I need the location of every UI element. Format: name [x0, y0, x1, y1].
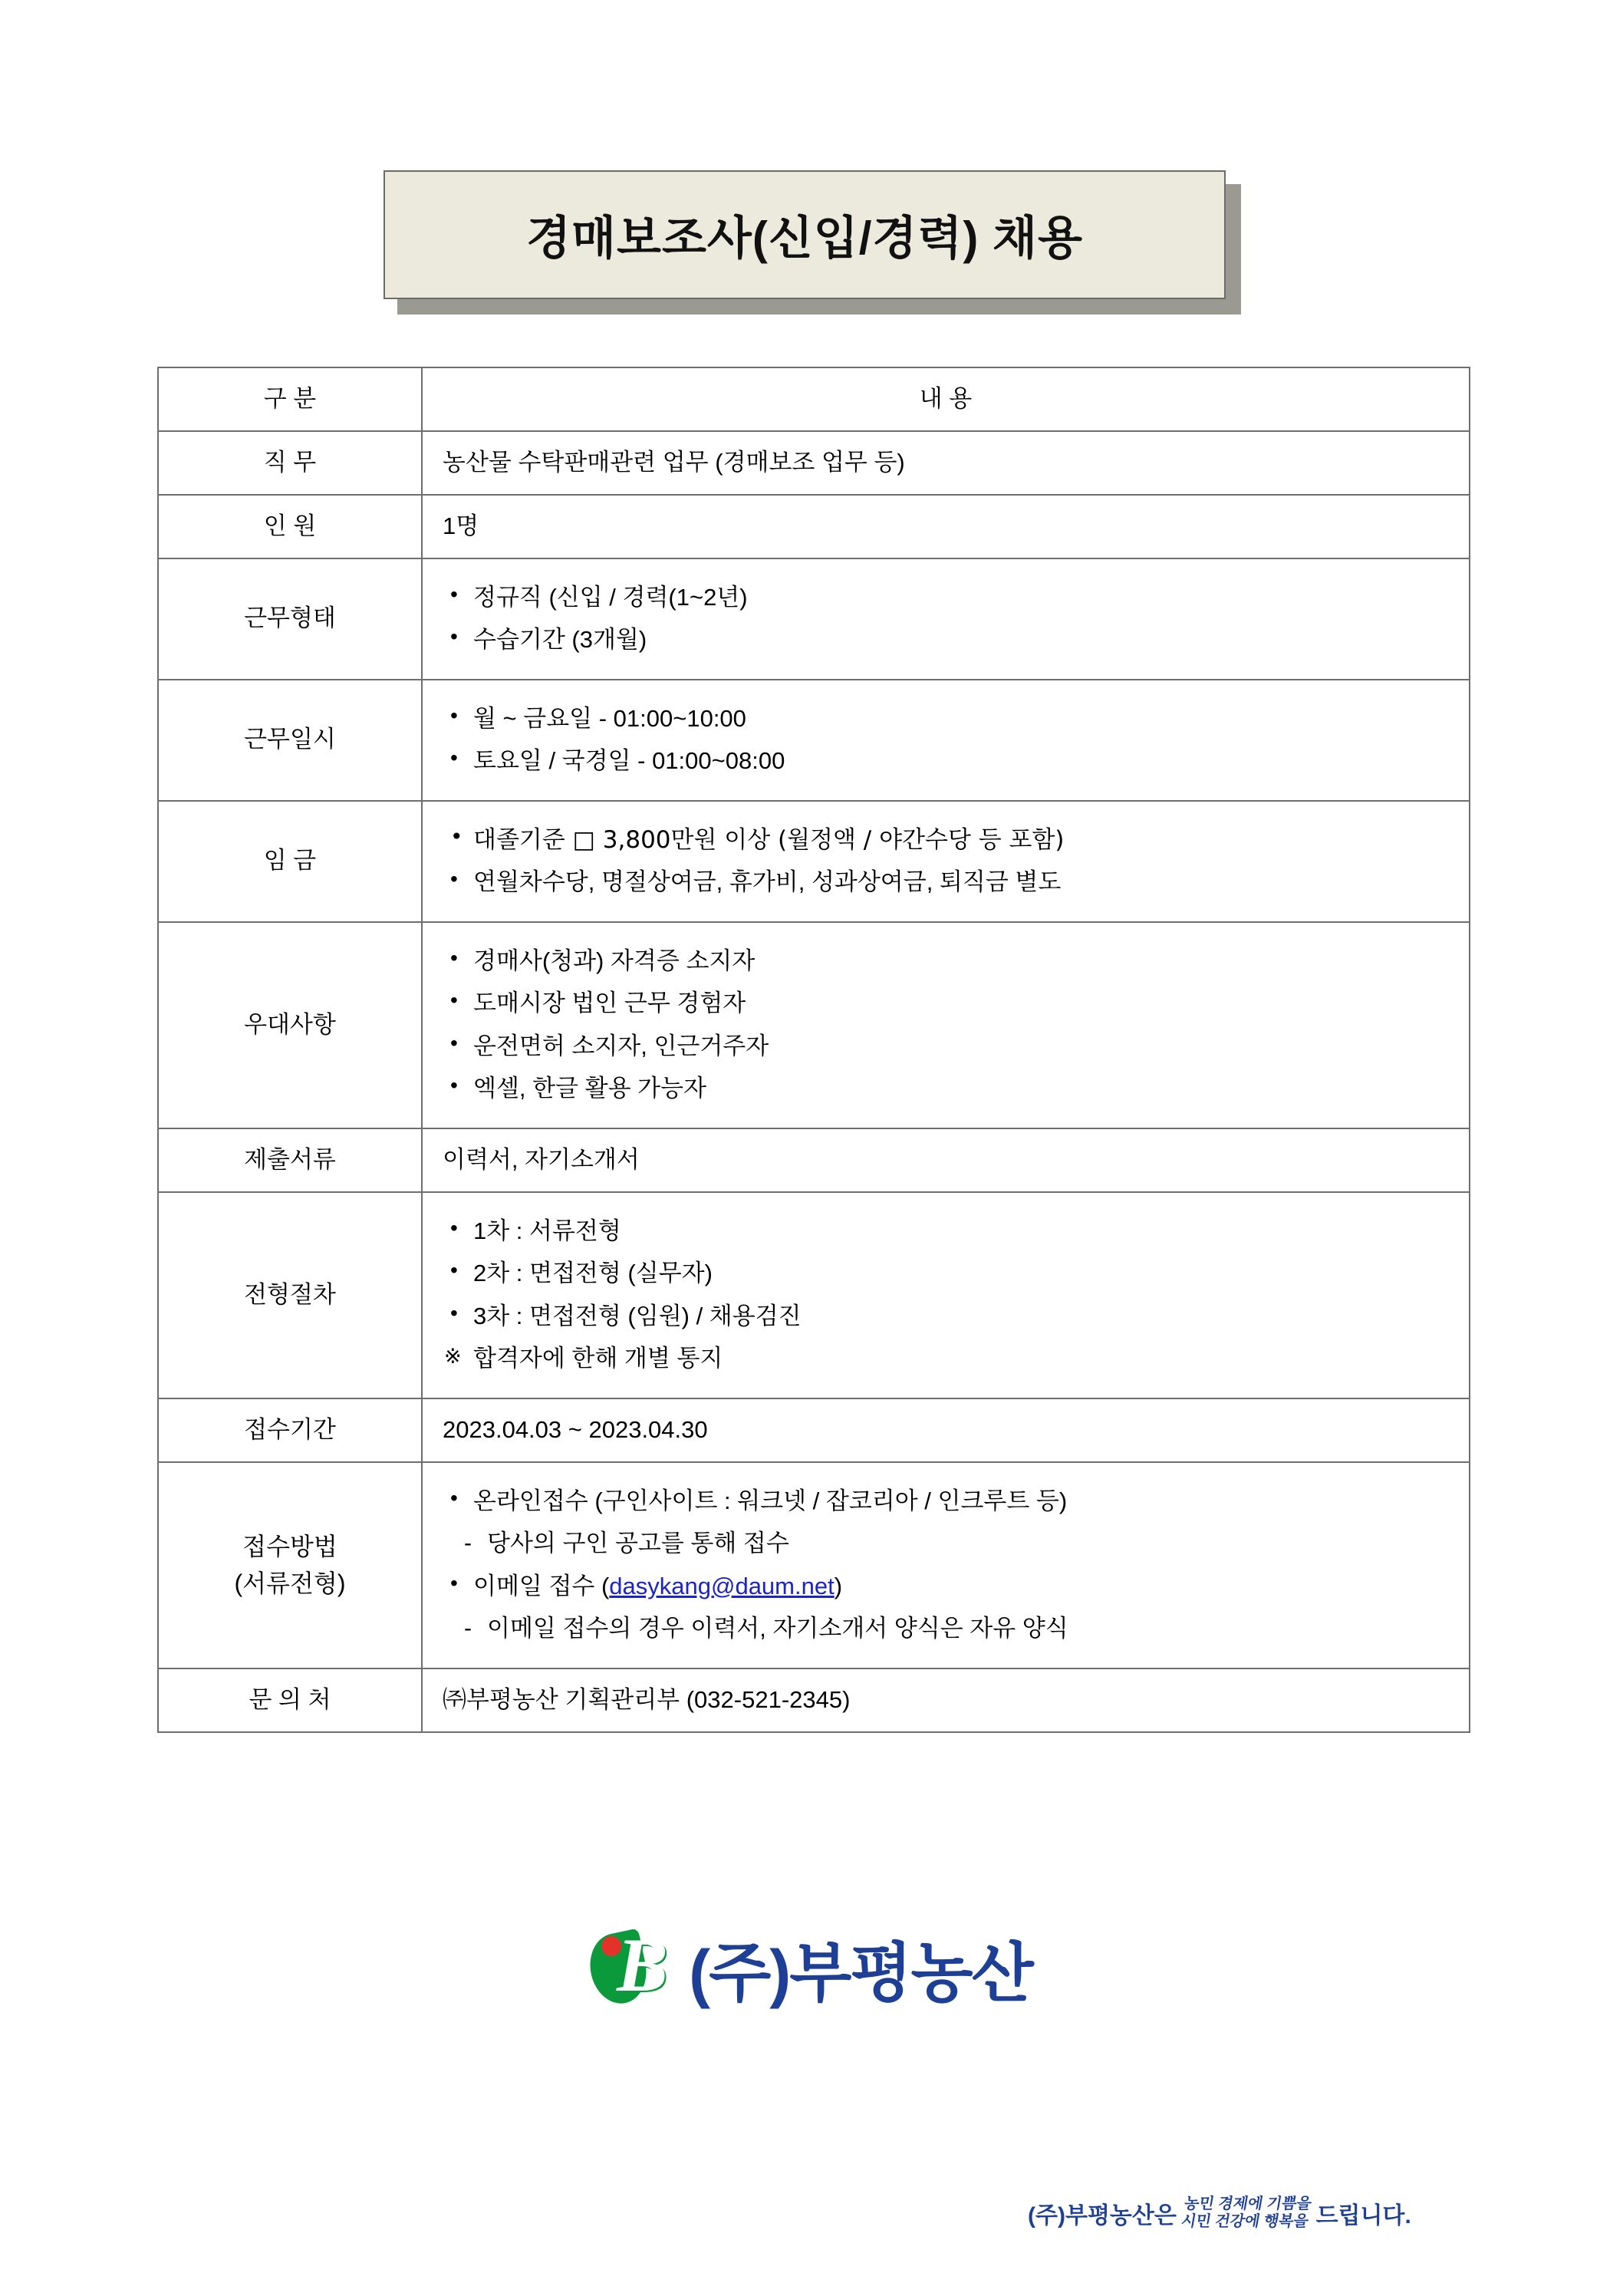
logo-leaf-icon [591, 1922, 681, 2011]
table-row [158, 558, 1470, 680]
table-row [158, 1462, 1470, 1668]
list-item: • 대졸기준 □ 3,800만원 이상 (월정액 / 야간수당 등 포함) [443, 822, 1449, 858]
apply-method-label-line2: (서류전형) [234, 1570, 346, 1598]
row-label-apply-method [158, 1462, 422, 1668]
employment-type-list [443, 580, 1449, 658]
list-item: • 엑셀, 한글 활용 가능자 [443, 1071, 1449, 1107]
row-label-salary: 임 금 [158, 801, 422, 922]
list-item: • 정규직 (신입 / 경력(1~2년) [443, 580, 1449, 616]
logo-letter: B [617, 1922, 668, 2008]
work-hours-list [443, 701, 1449, 779]
table-row [158, 1192, 1470, 1398]
table-row [158, 801, 1470, 922]
list-item: • 3차 : 면접전형 (임원) / 채용검진 [443, 1299, 1449, 1335]
list-item: • 토요일 / 국경일 - 01:00~08:00 [443, 743, 1449, 779]
row-value-apply-method [422, 1462, 1470, 1668]
row-value-preferred [422, 922, 1470, 1128]
list-item: • 월 ~ 금요일 - 01:00~10:00 [443, 701, 1449, 737]
period-text: 2023.04.03 ~ 2023.04.30 [443, 1415, 708, 1443]
list-item: - 당사의 구인 공고를 통해 접수 [443, 1526, 1449, 1562]
list-item: • 1차 : 서류전형 [443, 1214, 1449, 1250]
title-banner [384, 170, 1243, 316]
footer-hand-line1: 농민 경제에 기쁨을 [1183, 2196, 1313, 2212]
row-label-work-hours: 근무일시 [158, 680, 422, 801]
footer-suffix: 드립니다. [1315, 2203, 1411, 2228]
email-suffix-text: ) [834, 1572, 843, 1599]
footer-prefix: (주)부평농산은 [1028, 2203, 1177, 2228]
title-banner-box [384, 170, 1226, 299]
table-header-row [158, 367, 1470, 431]
row-value-contact [422, 1668, 1470, 1732]
row-label-duty: 직 무 [158, 431, 422, 495]
table-row [158, 922, 1470, 1128]
list-item-email [443, 1569, 1449, 1605]
list-item-note: ※ 합격자에 한해 개별 통지 [443, 1341, 1449, 1377]
row-value-period [422, 1398, 1470, 1462]
table-row [158, 1398, 1470, 1462]
page-title: 경매보조사(신입/경력) 채용 [526, 212, 1083, 264]
contact-text: ㈜부평농산 기획관리부 (032-521-2345) [443, 1685, 851, 1713]
list-item: • 온라인접수 (구인사이트 : 워크넷 / 잡코리아 / 인크루트 등) [443, 1484, 1449, 1520]
row-label-headcount: 인 원 [158, 495, 422, 558]
recruitment-table [157, 367, 1470, 1733]
row-value-work-hours [422, 680, 1470, 801]
table-row [158, 680, 1470, 801]
company-logo [0, 1922, 1623, 2014]
list-item: • 연월차수당, 명절상여금, 휴가비, 성과상여금, 퇴직금 별도 [443, 865, 1449, 901]
row-value-salary [422, 801, 1470, 922]
row-value-documents [422, 1128, 1470, 1192]
list-item: • 2차 : 면접전형 (실무자) [443, 1256, 1449, 1292]
documents-text: 이력서, 자기소개서 [443, 1145, 640, 1173]
duty-text: 농산물 수탁판매관련 업무 (경매보조 업무 등) [443, 448, 905, 476]
email-link[interactable]: dasykang@daum.net [609, 1572, 835, 1599]
list-item: • 경매사(청과) 자격증 소지자 [443, 944, 1449, 980]
headcount-text: 1명 [443, 512, 479, 539]
footer-handwriting [1180, 2196, 1313, 2231]
row-label-period: 접수기간 [158, 1398, 422, 1462]
preferred-list [443, 944, 1449, 1107]
row-value-headcount [422, 495, 1470, 558]
apply-method-list [443, 1484, 1449, 1647]
email-prefix-text: 이메일 접수 ( [473, 1572, 610, 1599]
row-value-duty [422, 431, 1470, 495]
table-header-category: 구 분 [158, 367, 422, 431]
list-item: • 도매시장 법인 근무 경험자 [443, 986, 1449, 1022]
apply-method-label-line1: 접수방법 [242, 1533, 337, 1561]
row-label-employment-type: 근무형태 [158, 558, 422, 680]
table-row [158, 1668, 1470, 1732]
process-list [443, 1214, 1449, 1377]
salary-list [443, 822, 1449, 901]
list-item: - 이메일 접수의 경우 이력서, 자기소개서 양식은 자유 양식 [443, 1611, 1449, 1647]
table-header-content: 내 용 [422, 367, 1470, 431]
footer-slogan [1028, 2196, 1411, 2231]
logo-company-name: (주)부평농산 [689, 1937, 1032, 2009]
row-label-preferred: 우대사항 [158, 922, 422, 1128]
row-value-employment-type [422, 558, 1470, 680]
table-row [158, 431, 1470, 495]
table-row [158, 495, 1470, 558]
row-label-contact: 문 의 처 [158, 1668, 422, 1732]
footer-hand-line2: 시민 건강에 행복을 [1179, 2213, 1310, 2230]
row-label-documents: 제출서류 [158, 1128, 422, 1192]
list-item: • 수습기간 (3개월) [443, 622, 1449, 658]
row-value-process [422, 1192, 1470, 1398]
table-row [158, 1128, 1470, 1192]
list-item: • 운전면허 소지자, 인근거주자 [443, 1029, 1449, 1065]
row-label-process: 전형절차 [158, 1192, 422, 1398]
